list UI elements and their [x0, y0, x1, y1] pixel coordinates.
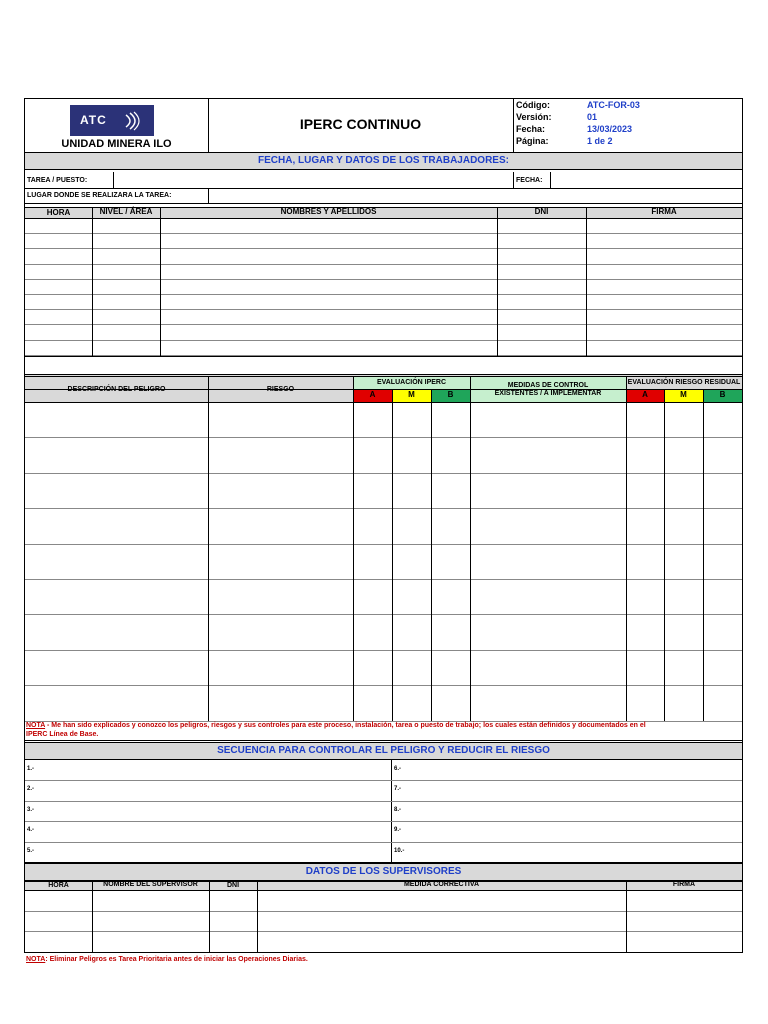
hazard-cell-descripcion[interactable]	[25, 685, 208, 720]
worker-cell-dni[interactable]	[497, 264, 586, 279]
hazard-cell-riesgo[interactable]	[208, 614, 353, 649]
nota-label: NOTA	[26, 722, 46, 729]
nota2-label: NOTA	[26, 956, 46, 963]
hazard-cell-riesgo[interactable]	[208, 579, 353, 614]
worker-cell-nivel-area[interactable]	[92, 248, 160, 263]
residual-level-a: A	[626, 389, 664, 402]
signal-waves-icon	[122, 111, 144, 131]
worker-cell-nombres[interactable]	[160, 218, 497, 233]
supervisor-cell-medida[interactable]	[257, 890, 626, 911]
col-firma: FIRMA	[651, 207, 677, 216]
hazard-cell-iperc-m[interactable]	[392, 508, 431, 543]
hazard-cell-medidas[interactable]	[470, 473, 626, 508]
hazard-cell-residual-a[interactable]	[626, 650, 664, 685]
iperc-level-m: M	[392, 389, 431, 402]
iperc-level-a: A	[353, 389, 392, 402]
supervisor-cell-dni[interactable]	[209, 890, 257, 911]
hazard-cell-residual-m[interactable]	[664, 544, 703, 579]
worker-cell-dni[interactable]	[497, 340, 586, 355]
supervisor-cell-hora[interactable]	[25, 931, 92, 952]
supervisor-cell-nombre[interactable]	[92, 890, 209, 911]
worker-cell-nombres[interactable]	[160, 294, 497, 309]
hazard-cell-iperc-a[interactable]	[353, 579, 392, 614]
hazard-cell-iperc-b[interactable]	[431, 579, 470, 614]
tarea-field[interactable]	[113, 172, 513, 187]
hazard-cell-residual-m[interactable]	[664, 437, 703, 472]
hazard-cell-iperc-b[interactable]	[431, 614, 470, 649]
meta-label-version: Versión:	[516, 112, 552, 122]
worker-cell-nombres[interactable]	[160, 340, 497, 355]
hazard-cell-riesgo[interactable]	[208, 544, 353, 579]
worker-cell-firma[interactable]	[586, 218, 742, 233]
worker-cell-firma[interactable]	[586, 248, 742, 263]
worker-cell-firma[interactable]	[586, 264, 742, 279]
sequence-step-left[interactable]: 1.-	[27, 766, 35, 772]
hazard-cell-riesgo[interactable]	[208, 437, 353, 472]
worker-cell-firma[interactable]	[586, 233, 742, 248]
worker-cell-nombres[interactable]	[160, 324, 497, 339]
worker-cell-hora[interactable]	[25, 294, 92, 309]
hazard-cell-residual-m[interactable]	[664, 685, 703, 720]
hazard-cell-descripcion[interactable]	[25, 508, 208, 543]
hazard-cell-iperc-b[interactable]	[431, 473, 470, 508]
hazard-cell-descripcion[interactable]	[25, 650, 208, 685]
hazard-cell-residual-b[interactable]	[703, 614, 742, 649]
worker-cell-hora[interactable]	[25, 248, 92, 263]
sup-col-medida: MEDIDA CORRECTIVA	[403, 881, 480, 888]
col-nivel-area: NIVEL / ÁREA	[99, 207, 153, 216]
meta-value-codigo: ATC-FOR-03	[587, 100, 640, 110]
supervisor-cell-firma[interactable]	[626, 931, 742, 952]
tarea-label: TAREA / PUESTO:	[27, 177, 88, 184]
sup-col-nombre: NOMBRE DEL SUPERVISOR	[103, 881, 198, 888]
hazard-cell-iperc-b[interactable]	[431, 685, 470, 720]
supervisor-cell-hora[interactable]	[25, 890, 92, 911]
hazard-cell-medidas[interactable]	[470, 508, 626, 543]
hazard-cell-iperc-a[interactable]	[353, 508, 392, 543]
worker-cell-nivel-area[interactable]	[92, 294, 160, 309]
col-hora: HORA	[46, 208, 71, 217]
hazard-cell-residual-b[interactable]	[703, 437, 742, 472]
worker-cell-hora[interactable]	[25, 233, 92, 248]
nota2-text: : Eliminar Peligros es Tarea Prioritaria antes de iniciar las Operaciones Diarias.	[45, 956, 308, 963]
hazard-cell-residual-m[interactable]	[664, 650, 703, 685]
sequence-step-left[interactable]: 2.-	[27, 786, 35, 793]
hazard-cell-descripcion[interactable]	[25, 402, 208, 437]
hazard-cell-residual-a[interactable]	[626, 544, 664, 579]
hazard-cell-descripcion[interactable]	[25, 473, 208, 508]
hazard-cell-medidas[interactable]	[470, 402, 626, 437]
worker-cell-firma[interactable]	[586, 294, 742, 309]
nota-text-line2: IPERC Línea de Base.	[26, 731, 99, 738]
lugar-field[interactable]	[209, 188, 741, 202]
hazard-cell-riesgo[interactable]	[208, 473, 353, 508]
worker-cell-nivel-area[interactable]	[92, 309, 160, 324]
medidas-line1: MEDIDAS DE CONTROL	[507, 382, 589, 390]
residual-level-b: B	[703, 389, 742, 402]
hazard-cell-iperc-a[interactable]	[353, 402, 392, 437]
col-nombres: NOMBRES Y APELLIDOS	[280, 207, 377, 216]
worker-cell-dni[interactable]	[497, 233, 586, 248]
worker-cell-nivel-area[interactable]	[92, 218, 160, 233]
hazard-cell-residual-m[interactable]	[664, 402, 703, 437]
medidas-line2: EXISTENTES / A IMPLEMENTAR	[494, 389, 602, 397]
nota-explicacion	[26, 721, 741, 739]
hazard-cell-residual-m[interactable]	[664, 614, 703, 649]
sup-col-hora: HORA	[48, 882, 69, 889]
worker-cell-hora[interactable]	[25, 324, 92, 339]
residual-level-m: M	[664, 389, 703, 402]
meta-label-fecha: Fecha:	[516, 124, 546, 134]
fecha-label: FECHA:	[516, 177, 543, 184]
hazard-cell-residual-m[interactable]	[664, 508, 703, 543]
supervisor-cell-nombre[interactable]	[92, 911, 209, 932]
hazard-cell-iperc-m[interactable]	[392, 437, 431, 472]
worker-cell-nivel-area[interactable]	[92, 324, 160, 339]
hazard-cell-residual-b[interactable]	[703, 579, 742, 614]
worker-cell-nombres[interactable]	[160, 233, 497, 248]
sequence-step-right[interactable]: 9.-	[394, 827, 402, 834]
hazard-cell-medidas[interactable]	[470, 650, 626, 685]
sequence-step-left[interactable]: 4.-	[27, 827, 35, 834]
hazard-cell-residual-a[interactable]	[626, 614, 664, 649]
worker-cell-nombres[interactable]	[160, 309, 497, 324]
company-logo	[70, 105, 154, 136]
eval-residual-header: EVALUACIÓN RIESGO RESIDUAL	[626, 377, 742, 389]
worker-cell-nombres[interactable]	[160, 248, 497, 263]
hazard-cell-medidas[interactable]	[470, 544, 626, 579]
hazard-cell-residual-b[interactable]	[703, 650, 742, 685]
sequence-step-right[interactable]: 8.-	[394, 806, 402, 813]
hazard-cell-iperc-b[interactable]	[431, 437, 470, 472]
worker-cell-hora[interactable]	[25, 309, 92, 324]
hazard-cell-residual-m[interactable]	[664, 473, 703, 508]
hazard-cell-iperc-m[interactable]	[392, 614, 431, 649]
lugar-label: LUGAR DONDE SE REALIZARA LA TAREA:	[27, 192, 172, 199]
worker-cell-nivel-area[interactable]	[92, 340, 160, 355]
hazard-cell-iperc-m[interactable]	[392, 544, 431, 579]
nota-eliminar-peligros	[26, 956, 308, 963]
worker-cell-nivel-area[interactable]	[92, 279, 160, 294]
nota-text-line1: - Me han sido explicados y conozco los peligros, riesgos y sus controles para este proceso, instalación, tarea o puesto de trabajo; los cuales están definidos y documentados en el	[45, 722, 646, 729]
col-dni: DNI	[534, 207, 549, 216]
hazard-cell-iperc-b[interactable]	[431, 650, 470, 685]
hazard-cell-residual-a[interactable]	[626, 579, 664, 614]
worker-cell-firma[interactable]	[586, 309, 742, 324]
eval-iperc-header: EVALUACIÓN IPERC	[353, 377, 470, 389]
section-title-workers: FECHA, LUGAR Y DATOS DE LOS TRABAJADORES:	[25, 152, 742, 170]
worker-cell-firma[interactable]	[586, 279, 742, 294]
hazard-cell-medidas[interactable]	[470, 437, 626, 472]
hazard-cell-residual-b[interactable]	[703, 473, 742, 508]
meta-value-version: 01	[587, 112, 598, 122]
hazard-cell-iperc-m[interactable]	[392, 579, 431, 614]
worker-cell-dni[interactable]	[497, 324, 586, 339]
meta-value-pagina: 1 de 2	[587, 136, 613, 146]
hazard-cell-residual-a[interactable]	[626, 508, 664, 543]
hazard-cell-iperc-a[interactable]	[353, 685, 392, 720]
hazard-cell-iperc-a[interactable]	[353, 544, 392, 579]
section-title-supervisors: DATOS DE LOS SUPERVISORES	[25, 863, 742, 881]
worker-cell-dni[interactable]	[497, 294, 586, 309]
sequence-step-right[interactable]: 6.-	[394, 766, 402, 772]
worker-cell-hora[interactable]	[25, 279, 92, 294]
worker-cell-nombres[interactable]	[160, 264, 497, 279]
hazard-cell-riesgo[interactable]	[208, 685, 353, 720]
hazard-cell-iperc-a[interactable]	[353, 437, 392, 472]
page-title: IPERC CONTINUO	[299, 116, 422, 132]
hazard-cell-residual-a[interactable]	[626, 437, 664, 472]
supervisor-cell-nombre[interactable]	[92, 931, 209, 952]
hazard-cell-iperc-b[interactable]	[431, 544, 470, 579]
meta-label-codigo: Código:	[516, 100, 550, 110]
logo-text: ATC	[80, 113, 107, 127]
hazard-cell-medidas[interactable]	[470, 614, 626, 649]
worker-cell-dni[interactable]	[497, 279, 586, 294]
hazard-cell-riesgo[interactable]	[208, 402, 353, 437]
hazard-cell-iperc-a[interactable]	[353, 614, 392, 649]
hazard-cell-descripcion[interactable]	[25, 437, 208, 472]
hazard-cell-iperc-a[interactable]	[353, 650, 392, 685]
sequence-step-right[interactable]: 10.-	[394, 847, 405, 854]
fecha-field[interactable]	[551, 172, 741, 187]
supervisor-cell-firma[interactable]	[626, 890, 742, 911]
iperc-form	[24, 98, 743, 953]
hazard-cell-iperc-m[interactable]	[392, 402, 431, 437]
hazard-cell-riesgo[interactable]	[208, 508, 353, 543]
hazard-cell-iperc-m[interactable]	[392, 685, 431, 720]
hazard-cell-iperc-m[interactable]	[392, 473, 431, 508]
hazard-cell-residual-a[interactable]	[626, 685, 664, 720]
hazard-cell-residual-m[interactable]	[664, 579, 703, 614]
worker-cell-dni[interactable]	[497, 309, 586, 324]
worker-cell-hora[interactable]	[25, 218, 92, 233]
hazard-cell-residual-b[interactable]	[703, 685, 742, 720]
hazard-cell-residual-a[interactable]	[626, 473, 664, 508]
col-riesgo: RIESGO	[266, 385, 295, 393]
supervisor-cell-dni[interactable]	[209, 911, 257, 932]
hazard-cell-riesgo[interactable]	[208, 650, 353, 685]
worker-cell-nombres[interactable]	[160, 279, 497, 294]
org-name: UNIDAD MINERA ILO	[61, 138, 172, 150]
supervisor-cell-firma[interactable]	[626, 911, 742, 932]
sequence-step-left[interactable]: 3.-	[27, 806, 35, 813]
section-title-sequence: SECUENCIA PARA CONTROLAR EL PELIGRO Y REDUCIR EL RIESGO	[25, 742, 742, 760]
hazard-cell-descripcion[interactable]	[25, 614, 208, 649]
sequence-step-left[interactable]: 5.-	[27, 847, 35, 854]
supervisor-cell-medida[interactable]	[257, 911, 626, 932]
worker-cell-firma[interactable]	[586, 324, 742, 339]
worker-cell-firma[interactable]	[586, 340, 742, 355]
col-descripcion-peligro: DESCRIPCIÓN DEL PELIGRO	[67, 385, 166, 393]
supervisor-cell-dni[interactable]	[209, 931, 257, 952]
supervisor-cell-medida[interactable]	[257, 931, 626, 952]
hazard-cell-descripcion[interactable]	[25, 579, 208, 614]
hazard-cell-iperc-m[interactable]	[392, 650, 431, 685]
hazard-cell-medidas[interactable]	[470, 579, 626, 614]
hazard-cell-descripcion[interactable]	[25, 544, 208, 579]
worker-cell-nivel-area[interactable]	[92, 233, 160, 248]
worker-cell-hora[interactable]	[25, 340, 92, 355]
supervisor-cell-hora[interactable]	[25, 911, 92, 932]
hazard-cell-iperc-b[interactable]	[431, 402, 470, 437]
hazard-cell-residual-b[interactable]	[703, 402, 742, 437]
worker-cell-dni[interactable]	[497, 248, 586, 263]
sup-col-firma: FIRMA	[672, 881, 696, 888]
worker-cell-nivel-area[interactable]	[92, 264, 160, 279]
worker-cell-dni[interactable]	[497, 218, 586, 233]
sup-col-dni: DNI	[226, 882, 240, 889]
hazard-cell-iperc-a[interactable]	[353, 473, 392, 508]
hazard-cell-residual-a[interactable]	[626, 402, 664, 437]
meta-value-fecha: 13/03/2023	[587, 124, 633, 134]
sequence-step-right[interactable]: 7.-	[394, 786, 402, 793]
hazard-cell-residual-b[interactable]	[703, 544, 742, 579]
hazard-cell-residual-b[interactable]	[703, 508, 742, 543]
worker-cell-hora[interactable]	[25, 264, 92, 279]
hazard-cell-medidas[interactable]	[470, 685, 626, 720]
iperc-level-b: B	[431, 389, 470, 402]
meta-label-pagina: Página:	[516, 136, 549, 146]
hazard-cell-iperc-b[interactable]	[431, 508, 470, 543]
